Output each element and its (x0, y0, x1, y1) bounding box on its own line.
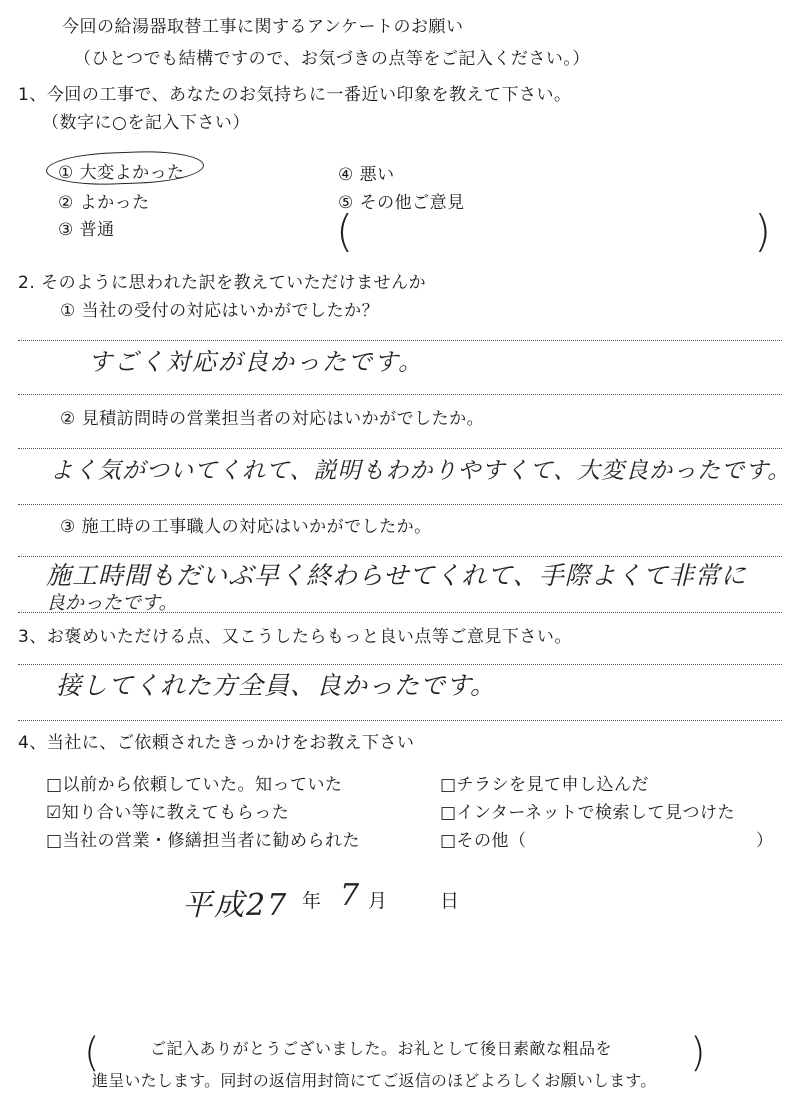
q3-answer: 接してくれた方全員、良かったです。 (56, 671, 497, 700)
q2-sub3-label: ③ 施工時の工事職人の対応はいかがでしたか。 (60, 517, 432, 537)
q4-other-close: ） (756, 831, 774, 851)
q2-sub2-line-bottom (18, 504, 782, 505)
q2-sub1-answer: すごく対応が良かったです。 (88, 348, 425, 376)
q3-line-top (18, 664, 782, 665)
q3-line-bottom (18, 720, 782, 721)
date-month-label: 月 (368, 890, 388, 912)
q4-question: 4、当社に、ご依頼されたきっかけをお教え下さい (18, 733, 415, 753)
q3-question: 3、お褒めいただける点、又こうしたらもっと良い点等ご意見下さい。 (18, 627, 572, 647)
q4-option-flyer[interactable]: □チラシを見て申し込んだ (440, 775, 650, 795)
q1-question: 1、今回の工事で、あなたのお気持ちに一番近い印象を教えて下さい。 (18, 85, 572, 105)
q1-option-4[interactable]: ④ 悪い (338, 165, 395, 185)
q4-option-other[interactable]: □その他（ (440, 831, 527, 851)
q2-question: 2. そのように思われた訳を教えていただけませんか (18, 273, 427, 293)
q1-instruction: （数字に○を記入下さい） (42, 113, 250, 133)
q2-sub3-answer-line1: 施工時間もだいぶ早く終わらせてくれて、手際よくて非常に (46, 561, 747, 590)
date-era-year: 平成27 (182, 888, 289, 923)
q1-option-1[interactable]: ① 大変よかった (58, 163, 185, 183)
footer-line-1: ご記入ありがとうございました。お礼として後日素敵な粗品を (150, 1039, 613, 1058)
q2-sub2-line-top (18, 448, 782, 449)
q2-sub2-answer: よく気がついてくれて、説明もわかりやすくて、大変良かったです。 (50, 458, 792, 484)
q1-option-3[interactable]: ③ 普通 (58, 220, 115, 240)
date-month: 7 (340, 878, 362, 913)
q1-other-paren-open: ( (336, 206, 354, 257)
q1-other-paren-close: ) (754, 206, 772, 257)
q4-option-known-before[interactable]: □以前から依頼していた。知っていた (46, 775, 343, 795)
footer-bracket-left: ( (84, 1030, 100, 1076)
q4-option-internet[interactable]: □インターネットで検索して見つけた (440, 803, 736, 823)
q2-sub3-line-bottom (18, 612, 782, 613)
q1-option-5[interactable]: ⑤ その他ご意見 (338, 193, 465, 213)
date-day-label: 日 (440, 890, 460, 912)
q2-sub2-label: ② 見積訪問時の営業担当者の対応はいかがでしたか。 (60, 409, 485, 429)
survey-subtitle: （ひとつでも結構ですので、お気づきの点等をご記入ください。） (74, 49, 590, 69)
footer-line-2: 進呈いたします。同封の返信用封筒にてご返信のほどよろしくお願いします。 (92, 1071, 657, 1090)
date-year-label: 年 (302, 890, 322, 912)
q2-sub1-label: ① 当社の受付の対応はいかがでしたか？ (60, 301, 380, 321)
q4-option-sales-staff[interactable]: □当社の営業・修繕担当者に勧められた (46, 831, 361, 851)
footer-bracket-right: ) (690, 1030, 706, 1076)
q2-sub1-line-top (18, 340, 782, 341)
q4-option-acquaintance[interactable]: ☑知り合い等に教えてもらった (46, 803, 290, 823)
q2-sub1-line-bottom (18, 394, 782, 395)
q1-option-2[interactable]: ② よかった (58, 193, 150, 213)
q2-sub3-answer-line2: 良かったです。 (46, 592, 178, 614)
survey-title: 今回の給湯器取替工事に関するアンケートのお願い (62, 17, 464, 37)
